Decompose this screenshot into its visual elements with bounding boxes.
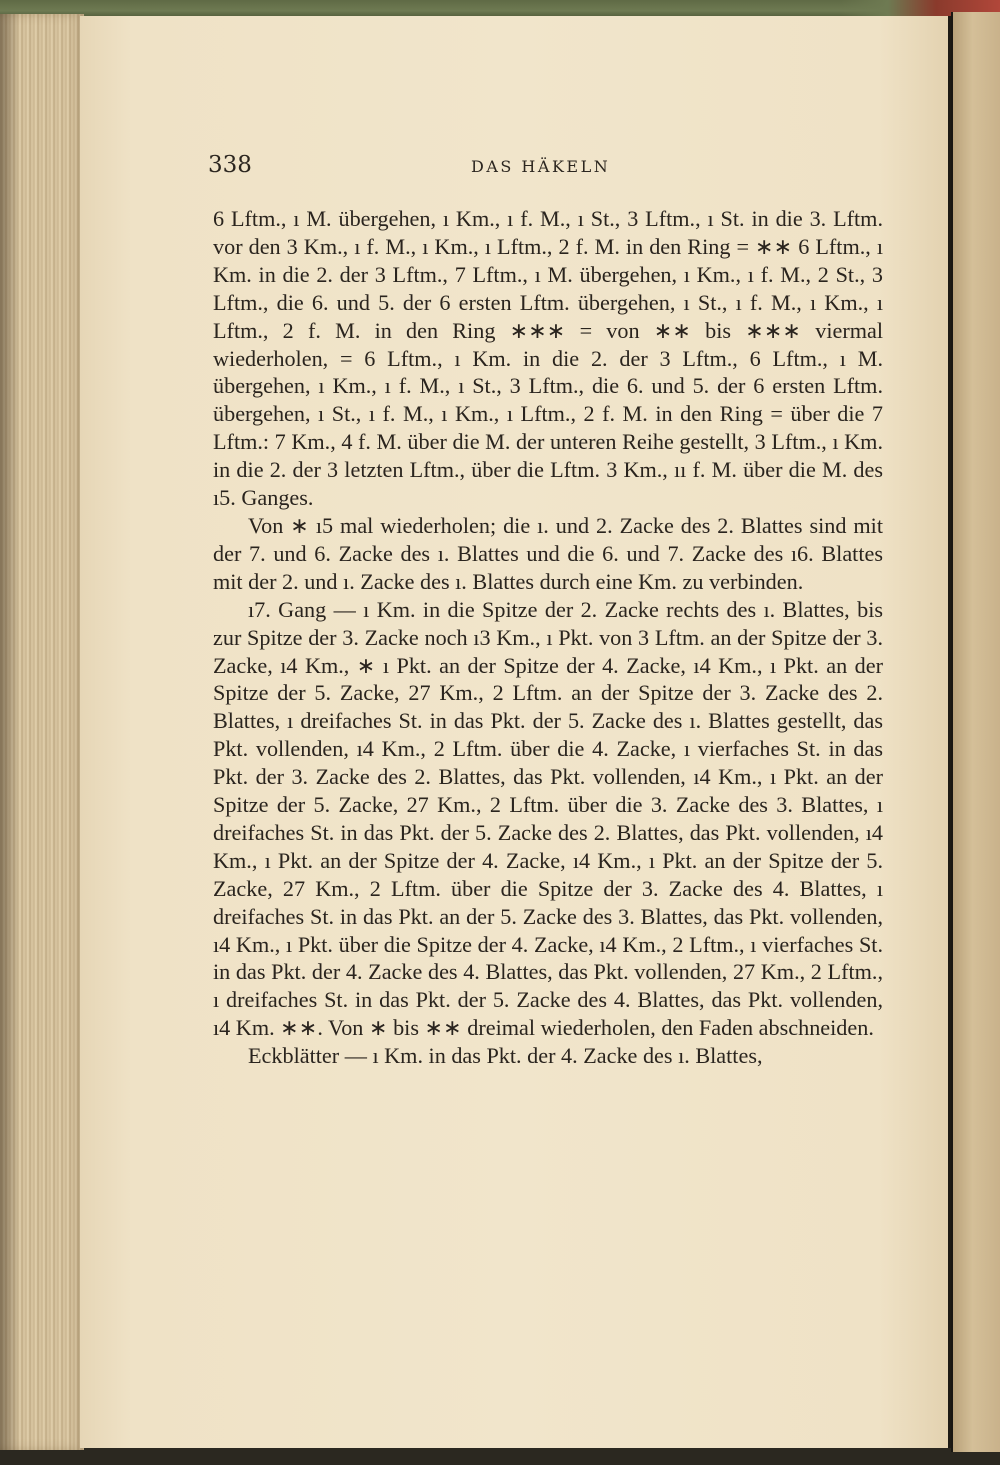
paragraph: ı7. Gang — ı Km. in die Spitze der 2. Zacke rechts des ı. Blattes, bis zur Spitze der 3. Zacke noch ı3 Km., ı Pkt. von 3 Lftm. an der Spitze der 3. Zacke, ı4 Km., ∗ ı Pkt. an der Spitze der 4. Zacke, ı4 Km., ı Pkt. an der Spitze der 5. Zacke, 27 Km., 2 Lftm. an der Spitze der 3. Zacke des 2. Blattes, ı dreifaches St. in das Pkt. der 5. Zacke des ı. Blattes gestellt, das Pkt. vollenden, ı4 Km., 2 Lftm. über die 4. Zacke, ı vierfaches St. in das Pkt. der 3. Zacke des 2. Blattes, das Pkt. vollenden, ı4 Km., ı Pkt. an der Spitze der 5. Zacke, 27 Km., 2 Lftm. über die 3. Zacke des 3. Blattes, ı dreifaches St. in das Pkt. der 5. Zacke des 2. Blattes, das Pkt. vollenden, ı4 Km., ı Pkt. an der Spitze der 4. Zacke, ı4 Km., ı Pkt. an der Spitze der 5. Zacke, 27 Km., 2 Lftm. über die Spitze der 3. Zacke des 4. Blattes, ı dreifaches St. in das Pkt. an der 5. Zacke des 3. Blattes, das Pkt. vollenden, ı4 Km., ı Pkt. über die Spitze der 4. Zacke, ı4 Km., 2 Lftm., ı vierfaches St. in das Pkt. der 4. Zacke des 4. Blattes, das Pkt. vollenden, 27 Km., 2 Lftm., ı dreifaches St. in das Pkt. der 5. Zacke des 4. Blattes, das Pkt. vollenden, ı4 Km. ∗∗. Von ∗ bis ∗∗ dreimal wiederholen, den Faden abschneiden. xyxy=(213,596,883,1041)
page-number: 338 xyxy=(208,152,252,178)
paragraph: Eckblätter — ı Km. in das Pkt. der 4. Zacke des ı. Blattes, xyxy=(248,1043,763,1069)
facing-page-edge xyxy=(951,12,1000,1452)
running-title: DAS HÄKELN xyxy=(471,157,611,176)
running-head xyxy=(208,152,888,188)
page-edge-shadow xyxy=(0,14,20,1450)
body-text xyxy=(213,205,883,1070)
paragraph: Von ∗ ı5 mal wiederholen; die ı. und 2. Zacke des 2. Blattes sind mit der 7. und 6. Zacke des ı. Blattes und die 6. und 7. Zacke des ı6. Blattes mit der 2. und ı. Zacke des ı. Blattes durch eine Km. zu verbinden. xyxy=(213,512,883,594)
paragraph-continuation: 6 Lftm., ı M. übergehen, ı Km., ı f. M., ı St., 3 Lftm., ı St. in die 3. Lftm. vor den 3 Km., ı f. M., ı Km., ı Lftm., 2 f. M. in den Ring = ∗∗ 6 Lftm., ı Km. in die 2. der 3 Lftm., 7 Lftm., ı M. übergehen, ı Km., ı f. M., 2 St., 3 Lftm., die 6. und 5. der 6 ersten Lftm. übergehen, ı St., ı f. M., ı Km., ı Lftm., 2 f. M. in den Ring ∗∗∗ = von ∗∗ bis ∗∗∗ viermal wiederholen, = 6 Lftm., ı Km. in die 2. der 3 Lftm., 6 Lftm., ı M. übergehen, ı Km., ı f. M., ı St., 3 Lftm., die 6. und 5. der 6 ersten Lftm. übergehen, ı St., ı f. M., ı Km., ı Lftm., 2 f. M. in den Ring = über die 7 Lftm.: 7 Km., 4 f. M. über die M. der unteren Reihe gestellt, 3 Lftm., ı Km. in die 2. der 3 letzten Lftm., über die Lftm. 3 Km., ıı f. M. über die M. des ı5. Ganges. xyxy=(213,206,883,511)
